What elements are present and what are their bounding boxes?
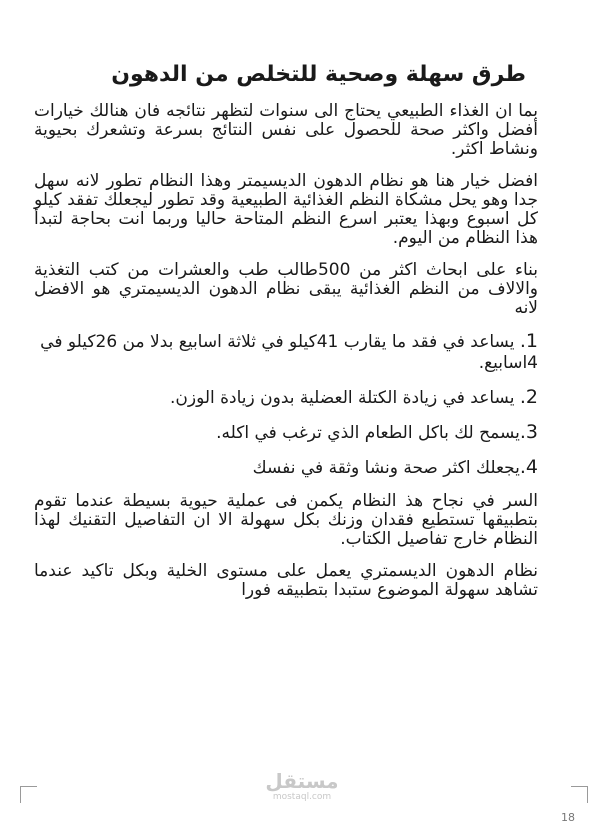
list-number: 3. [519, 421, 538, 443]
list-item [34, 457, 538, 479]
list-number: 1. [519, 330, 538, 352]
watermark-logo [262, 770, 342, 802]
watermark-latin: mostaql.com [272, 792, 332, 802]
crop-mark-left [20, 786, 37, 803]
list-item [34, 422, 538, 444]
closing-paragraph: نظام الدهون الديسمتري يعمل على مستوى الخلية وبكل تاكيد عندما تشاهد سهولة الموضوع ستبدا بتطبيقه فورا [34, 561, 538, 600]
list-item [34, 331, 538, 374]
list-number: 2. [519, 386, 538, 408]
system-paragraph: افضل خيار هنا هو نظام الدهون الديسيمتر وهذا النظام تطور لانه سهل جدا وهو يحل مشكاة النظم الغذائية الطبيعية وقد تطور ليجعلك تفقد كيلو كل اسبوع وبهذا يعتبر اسرع النظم المتاحة حاليا وربما انت بحاجة لتبدأ هذا النظام من اليوم. [34, 171, 538, 248]
research-paragraph: بناء على ابحاث اكثر من 500طالب طب والعشرات من كتب التغذية والالاف من النظم الغذائية يبقى نظام الدهون الديسيمتري هو الافضل لانه [34, 260, 538, 318]
secret-paragraph: السر في نجاح هذ النظام يكمن فى عملية حيوية بسيطة عندما تقوم بتطبيقها تستطيع فقدان وزنك بكل سهولة الا ان التفاصيل التقنيك لهذا النظام خارج تفاصيل الكتاب. [34, 491, 538, 549]
list-text: يساعد في زيادة الكتلة العضلية بدون زيادة الوزن. [169, 388, 520, 408]
watermark-arabic: مستقل [265, 769, 339, 793]
document-body [34, 58, 538, 613]
list-text: يساعد في فقد ما يقارب 41كيلو في ثلاثة اسابيع بدلا من 26كيلو في 4اسابيع. [40, 332, 538, 373]
intro-paragraph: بما ان الغذاء الطبيعي يحتاج الى سنوات لتظهر نتائجه فان هنالك خيارات أفضل واكثر صحة للحصول على نفس النتائج بسرعة وتشعرك بحيوية ونشاط اكثر. [34, 101, 538, 159]
list-text: يجعلك اكثر صحة ونشا وثقة في نفسك [252, 458, 520, 478]
page-title: طرق سهلة وصحية للتخلص من الدهون [111, 62, 526, 87]
list-text: يسمح لك باكل الطعام الذي ترغب في اكله. [216, 423, 520, 443]
list-item [34, 387, 538, 409]
list-number: 4. [519, 456, 538, 478]
page-number: 18 [561, 811, 575, 824]
crop-mark-right [571, 786, 588, 803]
